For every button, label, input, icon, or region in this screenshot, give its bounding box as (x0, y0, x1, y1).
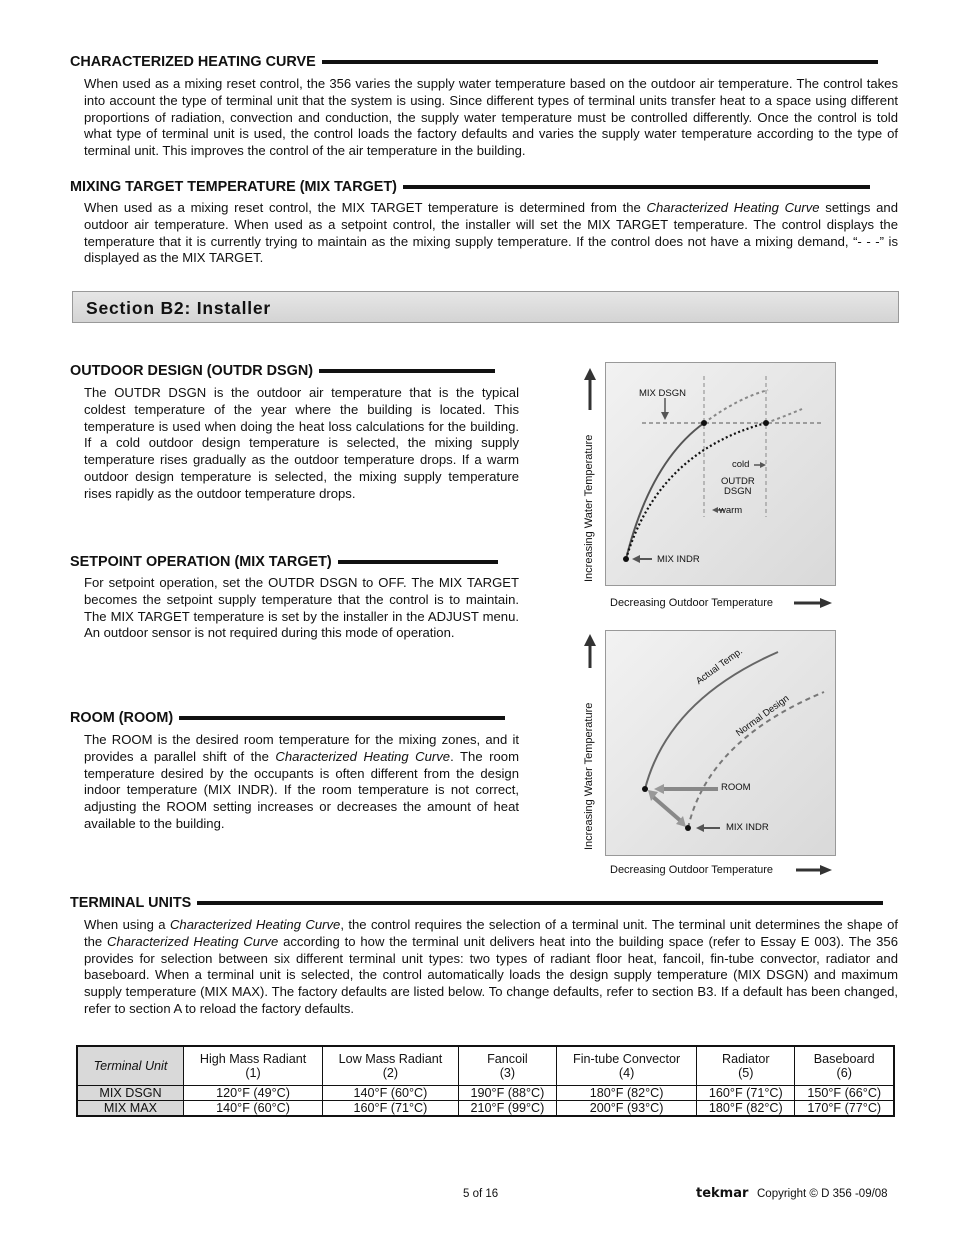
terminal-units-text: When using a Characterized Heating Curve, the control requires the selection of a terminal unit. The terminal unit determines the shape of the Characterized Heating Curve according to how the terminal unit delivers heat into the building space (refer to Essay E 003). The 356 provides for selection between six different terminal unit types: two types of radiant floor heat, fancoil, fin-tube convector, radiator and baseboard. When a terminal unit is selected, the control automatically loads the design supply temperature (MIX DSGN) and maximum supply temperature (MIX MAX). The factory defaults are listed below. To change defaults, refer to section B3. If a default has been changed, refer to section A to reload the factory defaults. (84, 917, 898, 1016)
table-cell: 140°F (60°C) (323, 1086, 459, 1101)
tekmar-logo: tekmar (696, 1186, 749, 1201)
table-header-cell: Low Mass Radiant (2) (323, 1046, 459, 1086)
outdr-label: OUTDR (721, 476, 755, 487)
mix-indr-point (685, 825, 691, 831)
heading-rule (338, 560, 498, 564)
cold-label: cold (732, 459, 750, 470)
setpoint-text: For setpoint operation, set the OUTDR DSGN to OFF. The MIX TARGET becomes the setpoint supply temperature that the control is to maintain. The MIX TARGET temperature is set by the installer in the ADJUST menu. An outdoor sensor is not required during this mode of operation. (84, 575, 519, 641)
point (701, 420, 707, 426)
table-cell: 140°F (60°C) (184, 1101, 323, 1117)
char-curve-title: CHARACTERIZED HEATING CURVE (70, 54, 316, 70)
table-cell: 160°F (71°C) (697, 1086, 795, 1101)
point (623, 556, 629, 562)
terminal-units-heading (70, 895, 883, 911)
room-heading (70, 710, 505, 726)
room-graph (578, 630, 838, 880)
section-b2-bar (72, 291, 899, 323)
y-axis-arrow-head (584, 634, 596, 646)
warm-arrow-head (712, 507, 718, 513)
mix-target-title: MIXING TARGET TEMPERATURE (MIX TARGET) (70, 179, 397, 195)
normal-design-label: Normal Design (734, 693, 792, 739)
outdr-dsgn-text: The OUTDR DSGN is the outdoor air temperature that is the typical coldest temperature of the year where the building is located. This temperature is used when doing the heat loss calculations for the building. If a cold outdoor design temperature is selected, the mixing supply temperature rises gradually as the outdoor temperature drops. If a warm outdoor design temperature is selected, the mixing supply temperature rises rapidly as the outdoor temperature drops. (84, 385, 519, 501)
y-axis-label: Increasing Water Temperature (583, 702, 595, 850)
table-header-cell: Baseboard (6) (795, 1046, 894, 1086)
table-cell: 170°F (77°C) (795, 1101, 894, 1117)
page-number: 5 of 16 (463, 1188, 499, 1200)
y-axis-arrow-head (584, 368, 596, 380)
mix-dsgn-label: MIX DSGN (639, 388, 686, 399)
table-cell: 190°F (88°C) (458, 1086, 556, 1101)
room-label: ROOM (721, 782, 751, 793)
terminal-units-title: TERMINAL UNITS (70, 895, 192, 911)
table-cell: 210°F (99°C) (458, 1101, 556, 1117)
mix-indr-label: MIX INDR (726, 822, 769, 833)
outdr-dsgn-heading (70, 363, 495, 379)
mix-indr-arrow-head (632, 555, 640, 563)
table-cell: 180°F (82°C) (697, 1101, 795, 1117)
outdr-dsgn-title: OUTDOOR DESIGN (OUTDR DSGN) (70, 363, 314, 379)
x-axis-arrow-head (820, 598, 832, 608)
graph-curves (578, 362, 838, 612)
x-axis-arrow-head (820, 865, 832, 875)
cold-arrow-head (760, 462, 766, 468)
warm-curve (626, 423, 704, 559)
room-text: The ROOM is the desired room temperature for the mixing zones, and it provides a parallel shift of the Characterized Heating Curve. The room temperature desired by the occupants is often different from the design indoor temperature (MIX INDR). If the room temperature is not correct, adjusting the ROOM setting increases or decreases the amount of heat available to the building. (84, 732, 519, 831)
char-curve-heading (70, 54, 878, 70)
table-header-cell: Fin-tube Convector (4) (557, 1046, 697, 1086)
heading-rule (403, 185, 870, 189)
section-b2-title: Section B2: Installer (86, 298, 272, 318)
y-axis-label: Increasing Water Temperature (583, 434, 595, 582)
table-header-row (77, 1046, 894, 1086)
shift-arrow (652, 796, 682, 822)
table-row (77, 1086, 894, 1101)
table-cell: 120°F (49°C) (184, 1086, 323, 1101)
table-header-cell: Fancoil (3) (458, 1046, 556, 1086)
terminal-unit-table (76, 1045, 895, 1117)
warm-label: warm (719, 505, 743, 516)
table-row (77, 1101, 894, 1117)
pointer-head (661, 412, 669, 420)
room-point (642, 786, 648, 792)
table-cell: 200°F (93°C) (557, 1101, 697, 1117)
outdr-dsgn-graph (578, 362, 838, 612)
dsgn-label: DSGN (724, 486, 752, 497)
mix-indr-arrow-head (696, 824, 704, 832)
heading-rule (179, 716, 505, 720)
char-curve-text: When used as a mixing reset control, the 356 varies the supply water temperature based on the outdoor air temperature. The control takes into account the type of terminal unit that the system is using. Since different types of terminal units transfer heat to a space using different proportions of radiation, convection and conduction, the supply water temperature must be controlled differently. Once the control is told what type of terminal unit is used, the control loads the factory defaults and varies the supply water temperature according to the type of terminal unit. This improves the control of the air temperature in the building. (84, 76, 898, 159)
point (763, 420, 769, 426)
setpoint-heading (70, 554, 498, 570)
mix-target-heading (70, 179, 870, 195)
table-cell: 180°F (82°C) (557, 1086, 697, 1101)
setpoint-title: SETPOINT OPERATION (MIX TARGET) (70, 554, 332, 570)
table-cell: 150°F (66°C) (795, 1086, 894, 1101)
mix-target-text: When used as a mixing reset control, the MIX TARGET temperature is determined from the Characterized Heating Curve settings and outdoor air temperature. When used as a setpoint control, the installer will set the MIX TARGET temperature. The control displays the temperature that it is currently trying to maintain as the mixing supply temperature. If the control does not have a mixing demand, “- - -” is displayed as the MIX TARGET. (84, 200, 898, 266)
mix-indr-label: MIX INDR (657, 554, 700, 565)
x-axis-label: Decreasing Outdoor Temperature (610, 597, 774, 609)
warm-curve-ext (704, 390, 768, 423)
actual-temp-label: Actual Temp. (694, 645, 745, 687)
table-header-cell: Radiator (5) (697, 1046, 795, 1086)
heading-rule (322, 60, 878, 64)
x-axis-label: Decreasing Outdoor Temperature (610, 864, 774, 876)
table-cell: 160°F (71°C) (323, 1101, 459, 1117)
copyright: Copyright © D 356 -09/08 (757, 1188, 888, 1200)
heading-rule (197, 901, 883, 905)
row-label: MIX MAX (77, 1101, 184, 1117)
table-header-cell: High Mass Radiant (1) (184, 1046, 323, 1086)
table-corner-cell: Terminal Unit (77, 1046, 184, 1086)
heading-rule (319, 369, 495, 373)
room-title: ROOM (ROOM) (70, 710, 174, 726)
row-label: MIX DSGN (77, 1086, 184, 1101)
cold-curve-ext (766, 409, 802, 423)
